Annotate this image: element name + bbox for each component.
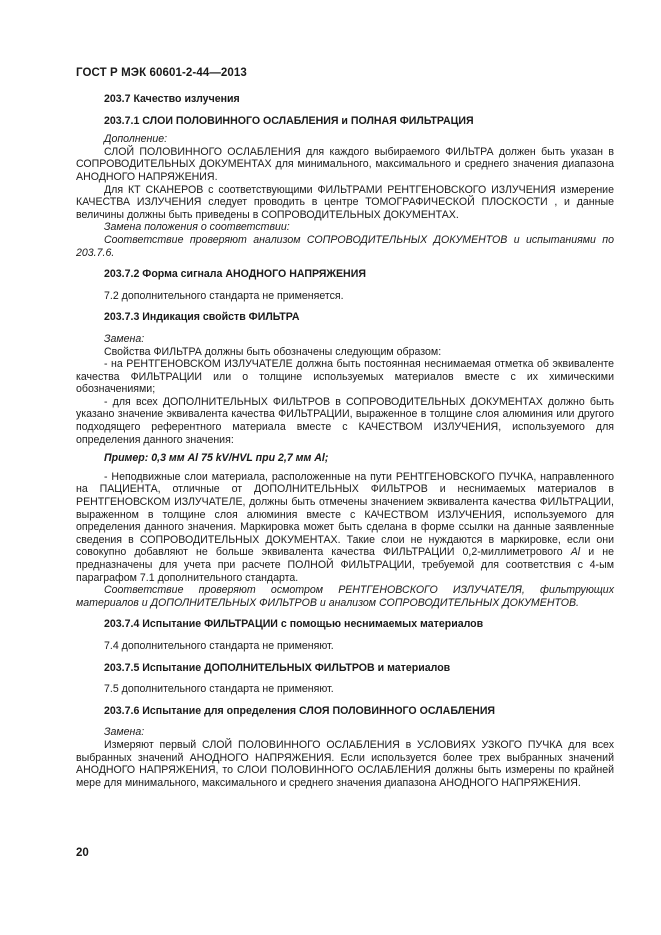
list-item: - для всех ДОПОЛНИТЕЛЬНЫХ ФИЛЬТРОВ в СОПРОВОДИТЕЛЬНЫХ ДОКУМЕНТАХ должно быть указано значение эквивалента качества ФИЛЬТРАЦИИ, выраженное в толщине слоя алюминия или другого подходящего референтного материала вместе с КАЧЕСТВОМ ИЗЛУЧЕНИЯ, используемого для определения данного значения:: [76, 395, 614, 446]
list-item-text: - Неподвижные слои материала, расположенные на пути РЕНТГЕНОВСКОГО ПУЧКА, направленного на ПАЦИЕНТА, отличные от ДОПОЛНИТЕЛЬНЫХ ФИЛЬТРОВ и неснимаемых материалов в РЕНТГЕНОВСКОМ ИЗЛУЧАТЕЛЕ, должны быть отмечены значением эквивалента качества ФИЛЬТРАЦИИ, выраженном в толщине слоя алюминия вместе с КАЧЕСТВОМ ИЗЛУЧЕНИЯ, используемого для определения данного значения. Маркировка может быть сделана в форме ссылки на данные заявленные сведения в СОПРОВОДИТЕЛЬНЫХ ДОКУМЕНТАХ. Такие слои не нуждаются в маркировке, если они совокупно добавляют не больше эквивалента качества ФИЛЬТРАЦИИ 0,2-миллиметрового: [76, 470, 614, 559]
paragraph: 7.5 дополнительного стандарта не применяют.: [104, 683, 334, 696]
section-heading-203-7-3: 203.7.3 Индикация свойств ФИЛЬТРА: [104, 311, 300, 324]
section-heading-203-7-5: 203.7.5 Испытание ДОПОЛНИТЕЛЬНЫХ ФИЛЬТРОВ и материалов: [104, 661, 451, 674]
paragraph: Для КТ СКАНЕРОВ с соответствующими ФИЛЬТРАМИ РЕНТГЕНОВСКОГО ИЗЛУЧЕНИЯ измерение КАЧЕСТВА ИЗЛУЧЕНИЯ следует проводить в центре ТОМОГРАФИЧЕСКОЙ ПЛОСКОСТИ , и данные величины должны быть приведены в СОПРОВОДИТЕЛЬНЫХ ДОКУМЕНТАХ.: [76, 183, 614, 221]
note-replacement: Замена:: [104, 726, 145, 739]
note-addition: Дополнение:: [104, 133, 168, 146]
section-heading-203-7-1: 203.7.1 СЛОИ ПОЛОВИННОГО ОСЛАБЛЕНИЯ и ПОЛНАЯ ФИЛЬТРАЦИЯ: [104, 114, 474, 127]
compliance-statement: Соответствие проверяют осмотром РЕНТГЕНОВСКОГО ИЗЛУЧАТЕЛЯ, фильтрующих материалов и ДОПОЛНИТЕЛЬНЫХ ФИЛЬТРОВ и анализом СОПРОВОДИТЕЛЬНЫХ ДОКУМЕНТОВ.: [76, 584, 614, 609]
list-item: [76, 471, 614, 584]
example: Пример: 0,3 мм Al 75 kV/HVL при 2,7 мм Al;: [104, 452, 329, 465]
section-heading-203-7-6: 203.7.6 Испытание для определения СЛОЯ ПОЛОВИННОГО ОСЛАБЛЕНИЯ: [104, 704, 496, 717]
aluminium-symbol: Al: [570, 546, 581, 559]
page-number: 20: [76, 847, 89, 859]
section-heading-203-7-2: 203.7.2 Форма сигнала АНОДНОГО НАПРЯЖЕНИЯ: [104, 268, 366, 281]
compliance-statement: Соответствие проверяют анализом СОПРОВОДИТЕЛЬНЫХ ДОКУМЕНТОВ и испытаниями по 203.7.6.: [76, 233, 614, 259]
document-body: [76, 93, 614, 789]
note-replacement: Замена:: [104, 332, 145, 345]
paragraph: Измеряют первый СЛОЙ ПОЛОВИННОГО ОСЛАБЛЕНИЯ в УСЛОВИЯХ УЗКОГО ПУЧКА для всех выбранных значений АНОДНОГО НАПРЯЖЕНИЯ. Если используется более трех выбранных значений АНОДНОГО НАПРЯЖЕНИЯ, то СЛОИ ПОЛОВИННОГО ОСЛАБЛЕНИЯ должны быть измерены по крайней мере для минимального, максимального и среднего значения диапазона АНОДНОГО НАПРЯЖЕНИЯ.: [76, 738, 614, 789]
list-item-text-tail: и не предназначены для учета при расчете ПОЛНОЙ ФИЛЬТРАЦИИ, требуемой для соответствия с 4-ым параграфом 7.1 дополнительного стандарта.: [76, 546, 614, 584]
section-heading-203-7-4: 203.7.4 Испытание ФИЛЬТРАЦИИ с помощью неснимаемых материалов: [104, 618, 484, 631]
note-replacement: Замена положения о соответствии:: [104, 221, 290, 234]
document-header: ГОСТ Р МЭК 60601-2-44—2013: [76, 67, 247, 79]
paragraph: Свойства ФИЛЬТРА должны быть обозначены следующим образом:: [104, 345, 442, 358]
paragraph: 7.2 дополнительного стандарта не применяется.: [104, 289, 344, 302]
paragraph: СЛОЙ ПОЛОВИННОГО ОСЛАБЛЕНИЯ для каждого выбираемого ФИЛЬТРА должен быть указан в СОПРОВОДИТЕЛЬНЫХ ДОКУМЕНТАХ для минимального, максимального и среднего значения диапазона АНОДНОГО НАПРЯЖЕНИЯ.: [76, 145, 614, 183]
section-heading-203-7: 203.7 Качество излучения: [104, 93, 240, 105]
paragraph: 7.4 дополнительного стандарта не применяют.: [104, 639, 334, 652]
list-item: - на РЕНТГЕНОВСКОМ ИЗЛУЧАТЕЛЕ должна быть постоянная неснимаемая отметка об эквиваленте качества ФИЛЬТРАЦИИ или о толщине используемых материалов вместе с их химическими обозначениями;: [76, 358, 614, 396]
